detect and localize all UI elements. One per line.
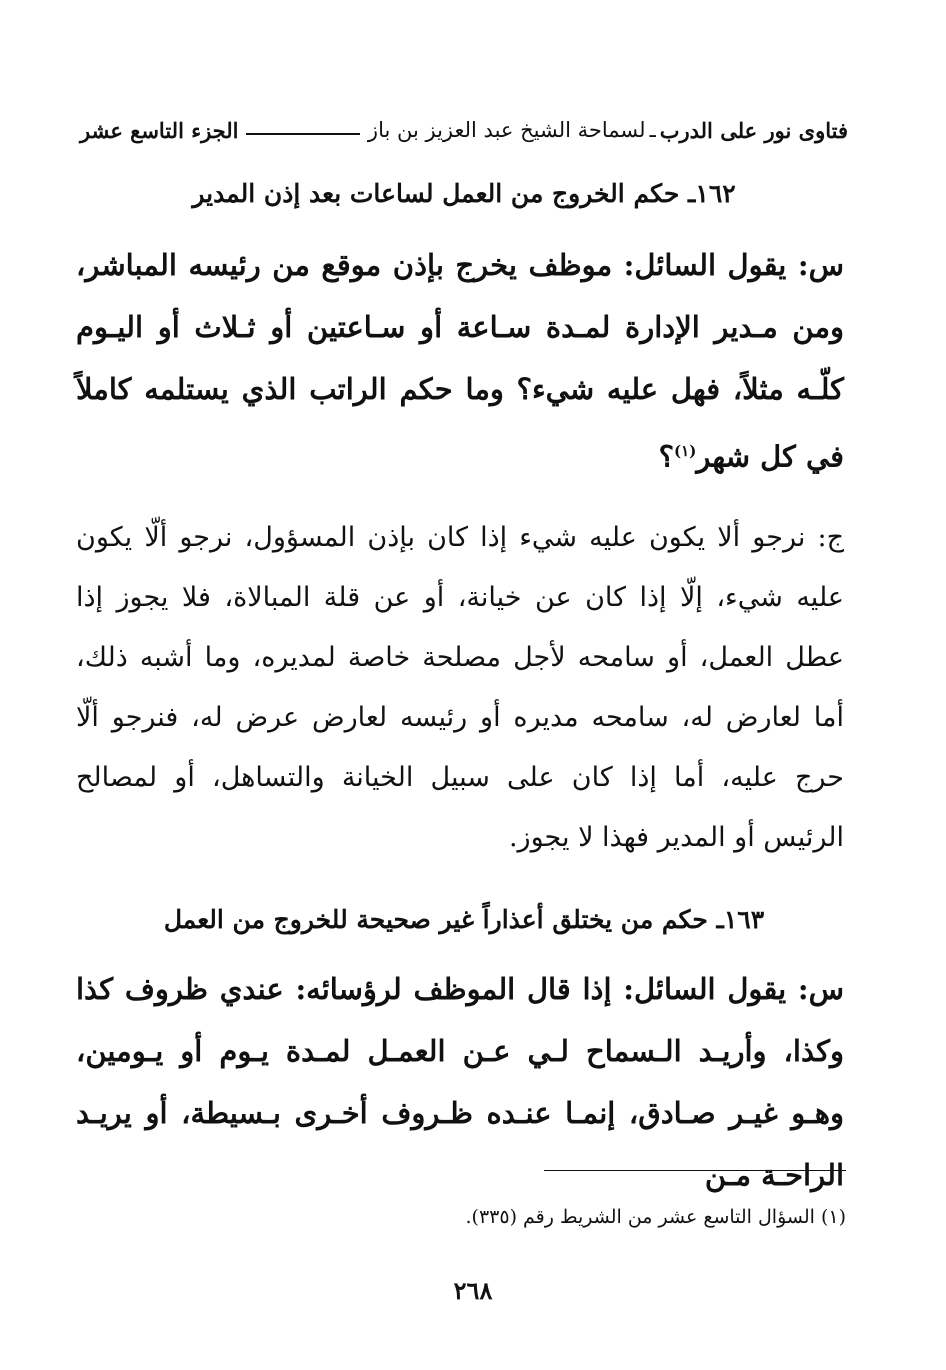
footnote-divider [544,1170,846,1171]
section-162-answer: ج: نرجو ألا يكون عليه شيء إذا كان بإذن المسؤول، نرجو ألّا يكون عليه شيء، إلّا إذا كان عن خيانة، أو عن قلة المبالاة، فلا يجوز إذا عطل العمل، أو سامحه لأجل مصلحة خاصة لمديره، وما أشبه ذلك، أما لعارض له، سامحه مديره أو رئيسه لعارض عرض له، فنرجو ألّا حرج عليه، أما إذا كان على سبيل الخيانة والتساهل، أو لمصالح الرئيس أو المدير فهذا لا يجوز. [76,522,844,853]
section-162-title: ١٦٢ـ حكم الخروج من العمل لساعات بعد إذن المدير [192,179,736,208]
header-rule [246,133,359,135]
section-163-question: س: يقول السائل: إذا قال الموظف لرؤسائه: عندي ظروف كذا وكذا، وأريـد الـسماح لـي عـن العمـل لمـدة يـوم أو يـومين، وهـو غيـر صـادق، إنمـا عنـده ظـروف أخـرى بـسيطة، أو يريـد الراحـة مـن [76,972,844,1192]
section-163-title: ١٦٣ـ حكم من يختلق أعذاراً غير صحيحة للخروج من العمل [163,905,765,934]
footnote: (١) السؤال التاسع عشر من الشريط رقم (٣٣٥). [465,1206,846,1228]
question-text: س: يقول السائل: موظف يخرج بإذن موقع من رئيسه المباشر، ومن مـدير الإدارة لمـدة سـاعة أو سـاعتين أو ثـلاث أو اليـوم كلّـه مثلاً، فهل عليه شيء؟ وما حكم الراتب الذي يستلمه كاملاً في كل شهر [76,248,844,474]
running-header [80,112,848,148]
book-title: فتاوى نور على الدرب [659,117,848,143]
author-name: لسماحة الشيخ عبد العزيز بن باز [367,118,646,142]
page-number: ٢٦٨ [453,1276,493,1305]
question-mark: ؟ [658,439,675,474]
part-label: الجزء التاسع عشر [80,117,239,143]
section-162-question [76,234,844,488]
header-separator: ـ [649,118,656,142]
footnote-marker: (١) [674,442,697,460]
